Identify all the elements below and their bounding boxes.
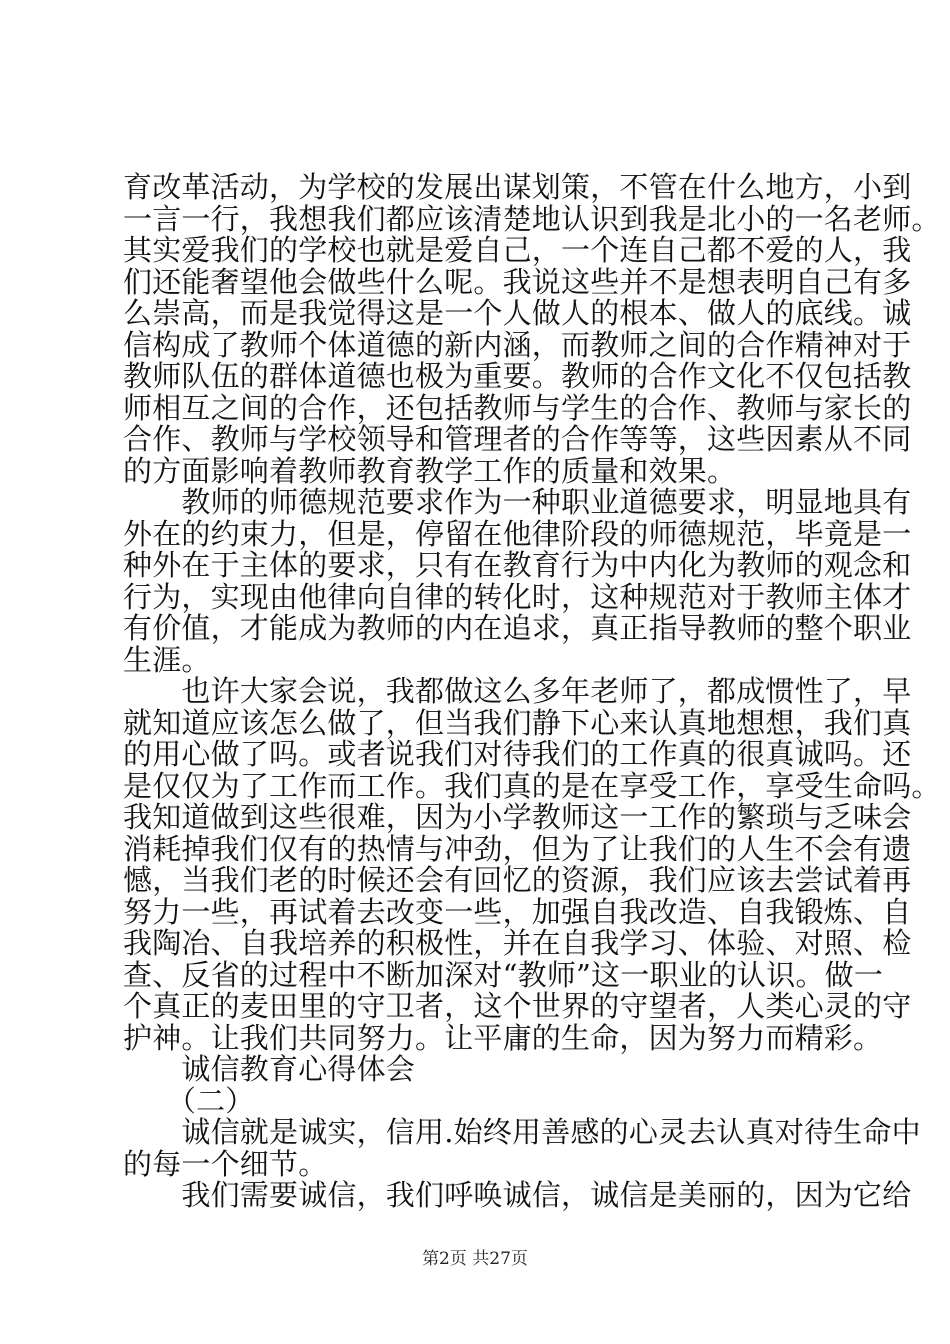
body-text-line: 合作、教师与学校领导和管理者的合作等等，这些因素从不同 — [123, 422, 912, 456]
body-text-line: 我知道做到这些很难，因为小学教师这一工作的繁琐与乏味会 — [123, 800, 912, 834]
body-text-line: 外在的约束力，但是，停留在他律阶段的师德规范，毕竟是一 — [123, 516, 912, 551]
body-text-line: 师相互之间的合作，还包括教师与学生的合作、教师与家长的 — [123, 390, 912, 425]
body-text-line: 么崇高，而是我觉得这是一个人做人的根本、做人的底线。诚 — [123, 296, 912, 330]
section-heading: 诚信教育心得体会 — [123, 1052, 416, 1086]
body-text-line: 有价值，才能成为教师的内在追求，真正指导教师的整个职业 — [123, 611, 912, 645]
body-text-line: 憾，当我们老的时候还会有回忆的资源，我们应该去尝试着再 — [123, 863, 912, 897]
body-text-line: 查、反省的过程中不断加深对“教师”这一职业的认识。做一 — [123, 957, 884, 992]
body-text-line: 育改革活动，为学校的发展出谋划策，不管在什么地方，小到 — [123, 170, 912, 204]
body-text-line: 消耗掉我们仅有的热情与冲劲，但为了让我们的人生不会有遗 — [123, 831, 912, 866]
body-text-line: 们还能奢望他会做些什么呢。我说这些并不是想表明自己有多 — [123, 264, 912, 299]
body-text-line: 护神。让我们共同努力。让平庸的生命，因为努力而精彩。 — [123, 1020, 883, 1055]
section-number: （二） — [123, 1083, 255, 1118]
body-text-line: 是仅仅为了工作而工作。我们真的是在享受工作，享受生命吗。 — [123, 768, 941, 803]
body-text-line: 也许大家会说，我都做这么多年老师了，都成惯性了，早 — [123, 674, 912, 708]
body-text-line: 努力一些，再试着去改变一些，加强自我改造、自我锻炼、自 — [123, 894, 912, 929]
body-text-line: 生涯。 — [123, 642, 211, 677]
body-text-line: 诚信就是诚实，信用.始终用善感的心灵去认真对待生命中 — [123, 1115, 921, 1149]
body-text-line: 个真正的麦田里的守卫者，这个世界的守望者，人类心灵的守 — [123, 989, 912, 1023]
body-text-line: 的用心做了吗。或者说我们对待我们的工作真的很真诚吗。还 — [123, 737, 912, 771]
body-text-line: 的每一个细节。 — [123, 1146, 328, 1181]
body-text-line: 的方面影响着教师教育教学工作的质量和效果。 — [123, 453, 737, 488]
body-text-line: 信构成了教师个体道德的新内涵，而教师之间的合作精神对于 — [123, 327, 912, 362]
body-text-line: 我陶冶、自我培养的积极性，并在自我学习、体验、对照、检 — [123, 926, 912, 960]
document-body — [123, 170, 941, 1212]
body-text-line: 就知道应该怎么做了，但当我们静下心来认真地想想，我们真 — [123, 705, 912, 740]
body-text-line: 我们需要诚信，我们呼唤诚信，诚信是美丽的，因为它给 — [123, 1178, 912, 1212]
body-text-line: 教师队伍的群体道德也极为重要。教师的合作文化不仅包括教 — [123, 359, 912, 393]
body-text-line: 行为，实现由他律向自律的转化时，这种规范对于教师主体才 — [123, 579, 912, 614]
body-text-line: 教师的师德规范要求作为一种职业道德要求，明显地具有 — [123, 485, 912, 519]
body-text-line: 一言一行，我想我们都应该清楚地认识到我是北小的一名老师。 — [123, 201, 941, 236]
body-text-line: 其实爱我们的学校也就是爱自己，一个连自己都不爱的人，我 — [123, 233, 912, 267]
body-text-line: 种外在于主体的要求，只有在教育行为中内化为教师的观念和 — [123, 548, 912, 582]
page-number-footer: 第2页 共27页 — [422, 1249, 528, 1269]
